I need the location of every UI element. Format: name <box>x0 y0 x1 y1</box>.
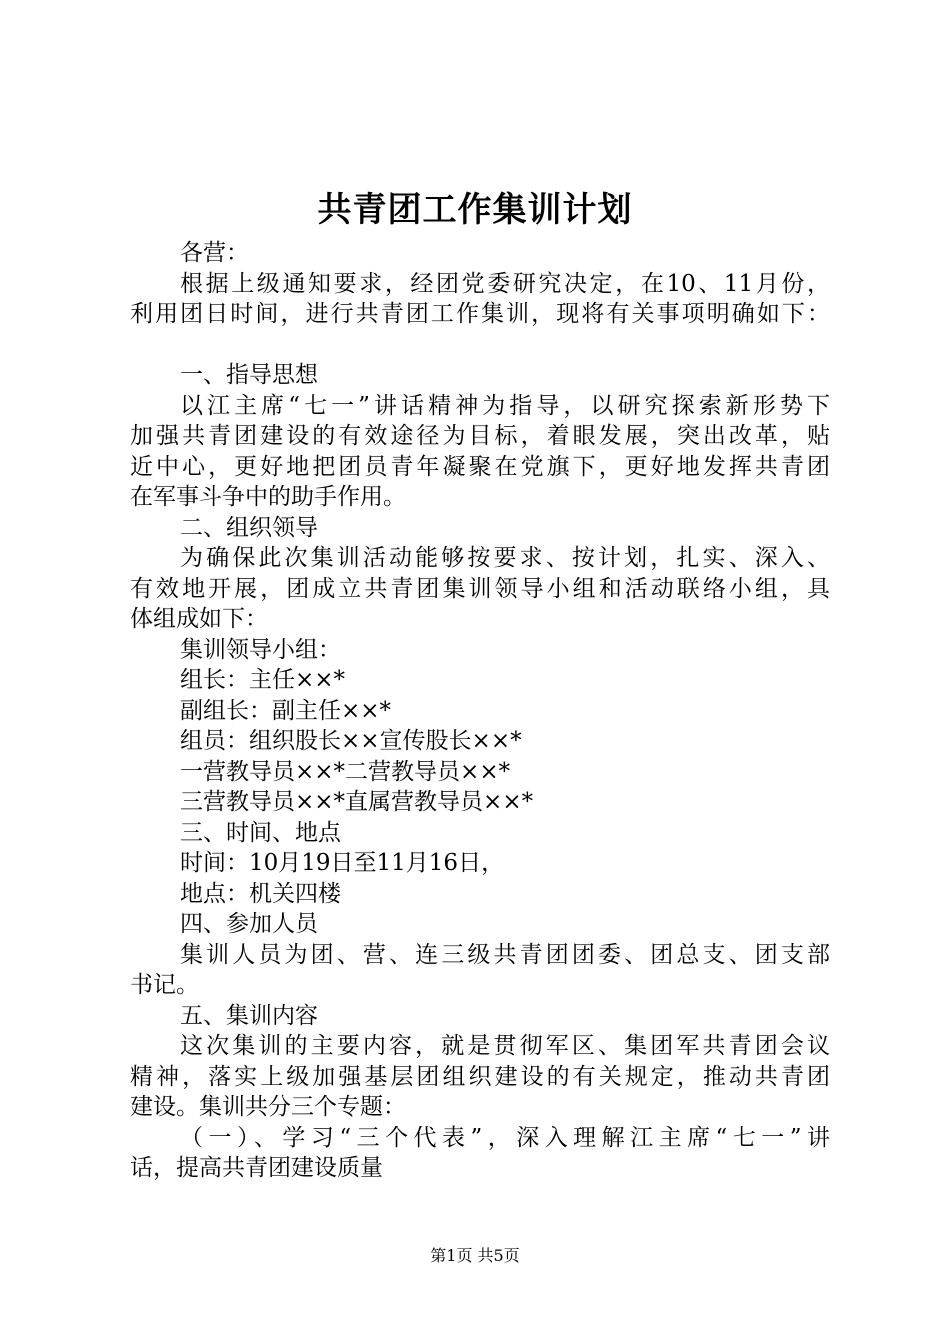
body-line: 为确保此次集训活动能够按要求、按计划，扎实、深入、 <box>180 545 830 571</box>
body-line: 各营： <box>180 240 249 266</box>
document-title: 共青团工作集训计划 <box>317 190 633 230</box>
body-line: 一、指导思想 <box>180 362 318 388</box>
body-line: 有效地开展，团成立共青团集训领导小组和活动联络小组，具 <box>130 575 830 602</box>
body-line: 组长：主任××* <box>180 667 346 693</box>
body-line: 组员：组织股长××宣传股长××* <box>180 728 522 754</box>
page-footer: 第1页 共5页 <box>430 1246 520 1265</box>
blank-line <box>130 330 830 361</box>
body-line: 这次集训的主要内容，就是贯彻军区、集团军共青团会议 <box>180 1033 830 1059</box>
body-line: 加强共青团建设的有效途径为目标，着眼发展，突出改革，贴 <box>130 423 830 449</box>
body-line: （一）、学习“三个代表”，深入理解江主席“七一”讲 <box>180 1124 830 1151</box>
body-line: 五、集训内容 <box>180 1002 318 1029</box>
body-line: 地点：机关四楼 <box>180 880 341 907</box>
body-line: 书记。 <box>130 972 199 998</box>
body-line: 近中心，更好地把团员青年凝聚在党旗下，更好地发挥共青团 <box>130 453 830 480</box>
body-line: 集训人员为团、营、连三级共青团团委、团总支、团支部 <box>180 941 830 968</box>
body-line: 三、时间、地点 <box>180 819 341 846</box>
body-line: 利用团日时间，进行共青团工作集训，现将有关事项明确如下： <box>130 301 830 327</box>
document-body <box>130 238 830 1184</box>
body-line: 集训领导小组： <box>180 636 341 663</box>
body-line: 以江主席“七一”讲话精神为指导，以研究探索新形势下 <box>180 392 830 419</box>
body-line: 精神，落实上级加强基层团组织建设的有关规定，推动共青团 <box>130 1063 830 1090</box>
body-line: 三营教导员××*直属营教导员××* <box>180 789 534 815</box>
body-line: 时间：10月19日至11月16日， <box>180 850 505 876</box>
body-line: 在军事斗争中的助手作用。 <box>130 484 406 510</box>
body-line: 体组成如下： <box>130 606 268 632</box>
body-line: 建设。集训共分三个专题： <box>130 1094 406 1120</box>
body-line: 一营教导员××*二营教导员××* <box>180 758 511 785</box>
body-line: 四、参加人员 <box>180 911 318 937</box>
body-line: 副组长：副主任××* <box>180 697 392 724</box>
body-line: 话，提高共青团建设质量 <box>130 1155 383 1181</box>
body-line: 根据上级通知要求，经团党委研究决定，在10、11月份， <box>180 270 830 297</box>
body-line: 二、组织领导 <box>180 514 318 541</box>
